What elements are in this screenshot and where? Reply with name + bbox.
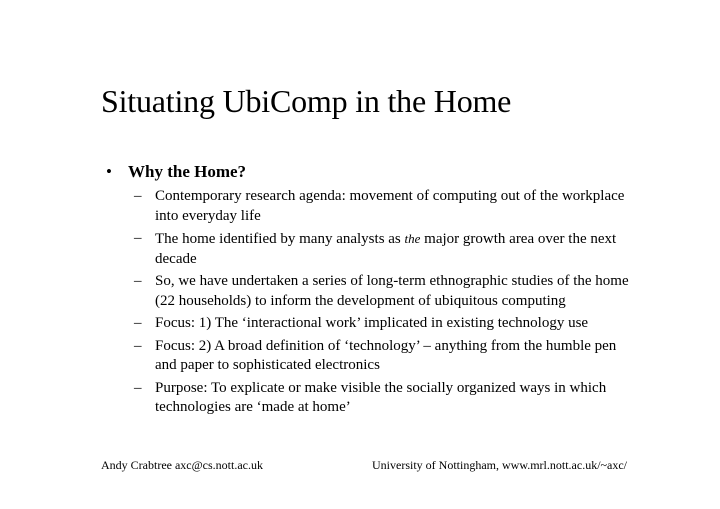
sub-bullet-text: Focus: 1) The ‘interactional work’ implicated in existing technology use	[155, 315, 589, 331]
sub-bullet-item	[134, 229, 634, 269]
sub-bullet-item	[134, 337, 634, 376]
footer-institution: University of Nottingham, www.mrl.nott.ac.uk/~axc/	[372, 458, 627, 472]
sub-bullet-text: Focus: 2) A broad definition of ‘technology’ – anything from the humble pen and paper to sophisticated electronics	[155, 337, 617, 373]
dash-marker: –	[134, 230, 142, 246]
sub-bullet-text-before: The home identified by many analysts as	[155, 231, 405, 247]
sub-bullet-text: Contemporary research agenda: movement of computing out of the workplace into everyday life	[155, 188, 625, 224]
sub-bullet-text: Purpose: To explicate or make visible the socially organized ways in which technologies are ‘made at home’	[155, 379, 607, 415]
bullet-why-the-home	[106, 162, 246, 182]
sub-bullet-list	[134, 187, 634, 421]
dash-marker: –	[134, 337, 142, 354]
sub-bullet-item	[134, 379, 634, 418]
bullet-text: Why the Home?	[128, 162, 247, 181]
sub-bullet-text: So, we have undertaken a series of long-term ethnographic studies of the home (22 households) to inform the development of ubiquitous computing	[155, 273, 629, 309]
dash-marker: –	[134, 188, 142, 204]
footer-author: Andy Crabtree axc@cs.nott.ac.uk	[101, 458, 263, 472]
dash-marker: –	[134, 315, 142, 331]
sub-bullet-item	[134, 314, 634, 334]
sub-bullet-item	[134, 187, 634, 226]
dash-marker: –	[134, 273, 142, 289]
dash-marker: –	[134, 379, 142, 396]
bullet-marker: •	[106, 162, 112, 181]
slide-title: Situating UbiComp in the Home	[101, 83, 512, 119]
sub-bullet-item	[134, 272, 634, 311]
sub-bullet-text-after: major growth area over the next decade	[155, 231, 617, 267]
sub-bullet-emphasis: the	[404, 231, 421, 246]
